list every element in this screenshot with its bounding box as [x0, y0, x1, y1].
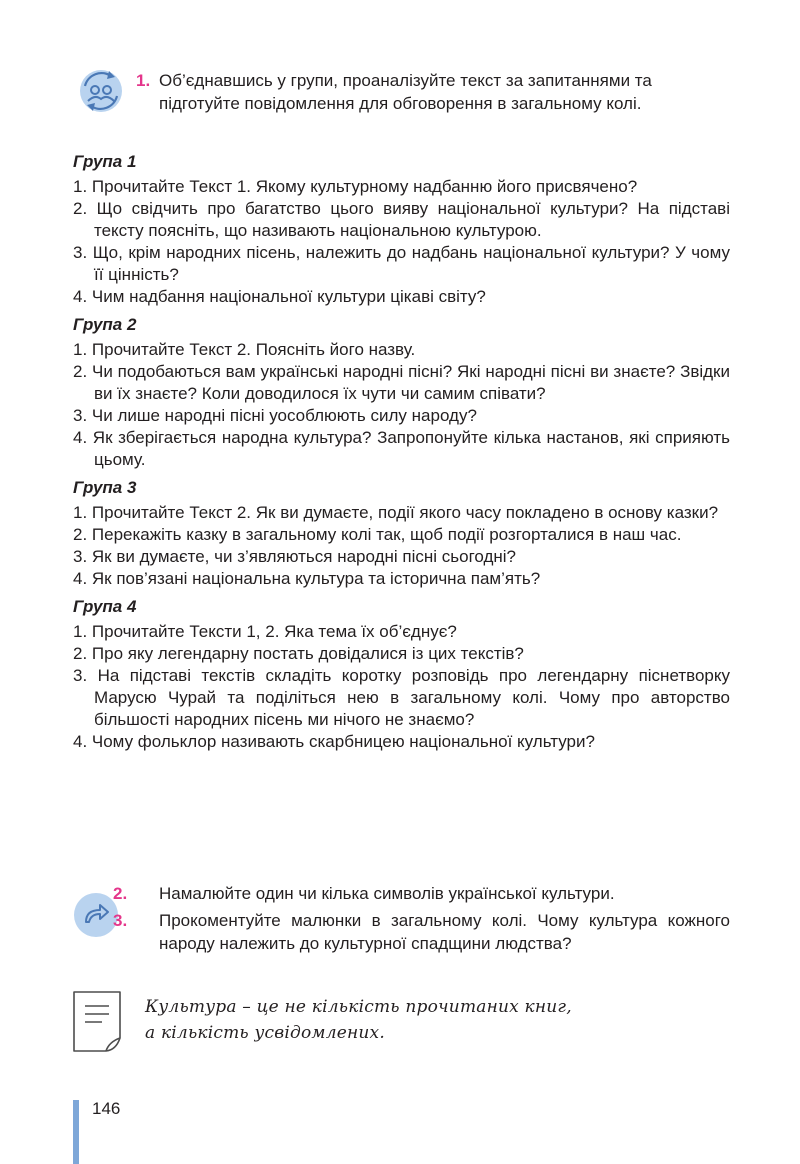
task-2: [113, 882, 730, 905]
question: 4. Як зберігається народна культура? Запропонуйте кілька настанов, які сприяють цьому.: [73, 428, 730, 469]
quote: [145, 994, 665, 1046]
group-3: [73, 477, 730, 590]
task-1-number: 1.: [136, 71, 151, 90]
question: 4. Чому фольклор називають скарбницею національної культури?: [73, 732, 595, 751]
note-icon: [72, 990, 124, 1054]
question: 2. Чи подобаються вам українські народні пісні? Які народні пісні ви знаєте? Звідки ви їх знаєте? Коли доводилося їх чути чи самим співати?: [73, 362, 730, 403]
group-title: Група 4: [73, 597, 137, 616]
group-title: Група 1: [73, 152, 137, 171]
question: 1. Прочитайте Текст 2. Поясніть його назву.: [73, 340, 416, 359]
task-3: [113, 909, 730, 955]
task-1-text-line2: підготуйте повідомлення для обговорення в загальному колі.: [159, 94, 642, 113]
question: 3. Що, крім народних пісень, належить до надбань національної культури? У чому її цінність?: [73, 243, 730, 284]
groups-section: [73, 151, 730, 753]
question: 4. Чим надбання національної культури цікаві світу?: [73, 287, 486, 306]
group-title: Група 3: [73, 478, 137, 497]
task-3-number: 3.: [113, 911, 128, 930]
task-1-text-line1: Об’єднавшись у групи, проаналізуйте текст за запитаннями та: [159, 71, 652, 90]
task-1: [136, 69, 730, 115]
quote-line1: Культура – це не кількість прочитаних книг,: [145, 997, 572, 1017]
group-2: [73, 314, 730, 471]
question: 4. Як пов’язані національна культура та історична пам’ять?: [73, 569, 541, 588]
task-2-number: 2.: [113, 884, 128, 903]
question: 3. Чи лише народні пісні уособлюють силу народу?: [73, 406, 477, 425]
question: 3. Як ви думаєте, чи з’являються народні пісні сьогодні?: [73, 547, 517, 566]
group-title: Група 2: [73, 315, 137, 334]
quote-line2: а кількість усвідомлених.: [145, 1023, 385, 1043]
group-work-icon: [73, 66, 129, 116]
page-number: 146: [92, 1099, 121, 1118]
group-4: [73, 596, 730, 753]
question: 1. Прочитайте Текст 1. Якому культурному надбанню його присвячено?: [73, 177, 638, 196]
question: 1. Прочитайте Тексти 1, 2. Яка тема їх об’єднує?: [73, 622, 457, 641]
question: 2. Перекажіть казку в загальному колі так, щоб події розгорталися в наш час.: [73, 525, 682, 544]
group-1: [73, 151, 730, 308]
question: 3. На підставі текстів складіть коротку розповідь про легендарну піснетворку Марусю Чурай та поділіться нею в загальному колі. Чому про авторство більшості народних пісень ми нічого не знаємо?: [73, 666, 730, 729]
question: 2. Що свідчить про багатство цього вияву національної культури? На підставі тексту поясніть, що називають національною культурою.: [73, 199, 730, 240]
question: 2. Про яку легендарну постать довідалися із цих текстів?: [73, 644, 524, 663]
tasks-2-3: [113, 882, 730, 959]
task-2-text: Намалюйте один чи кілька символів української культури.: [159, 884, 615, 903]
page-bar: [73, 1100, 79, 1164]
question: 1. Прочитайте Текст 2. Як ви думаєте, події якого часу покладено в основу казки?: [73, 503, 719, 522]
task-3-text: Прокоментуйте малюнки в загальному колі. Чому культура кожного народу належить до культурної спадщини людства?: [159, 911, 730, 953]
